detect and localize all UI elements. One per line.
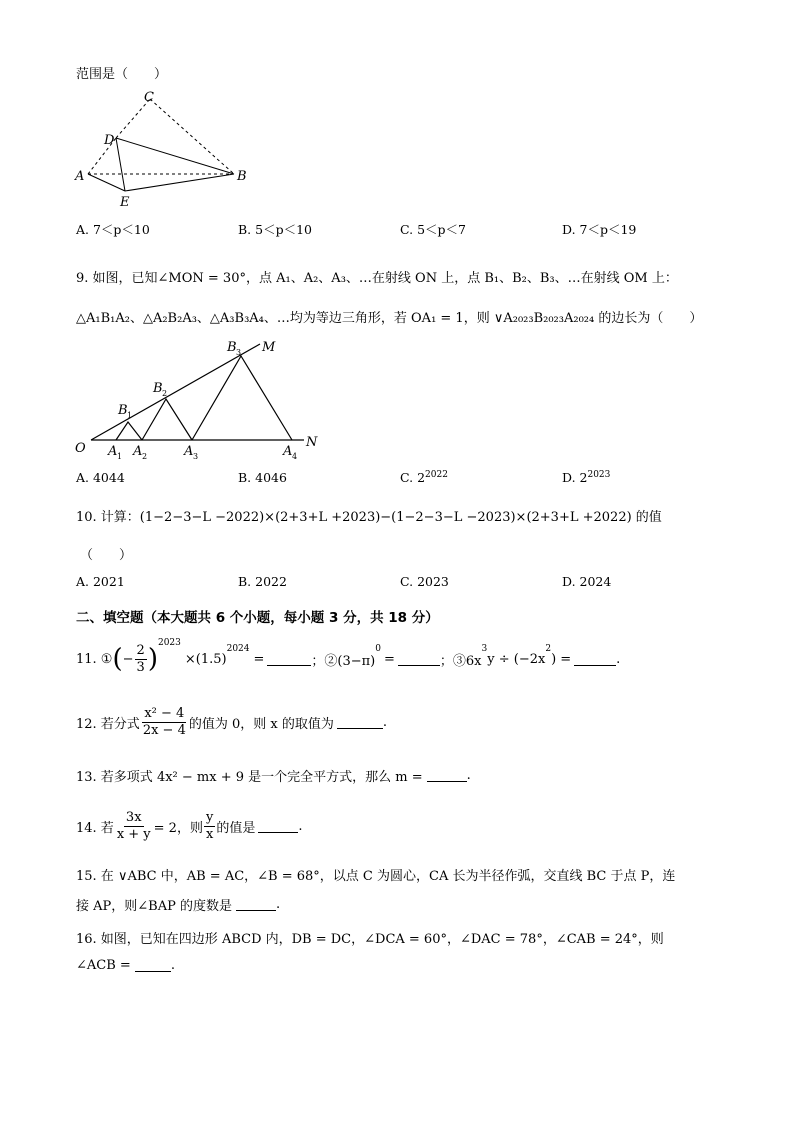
q15-line1: 15. 在 ∨ABC 中，AB = AC，∠B = 68°，以点 C 为圆心，CA 长为半径作弧，交直线 BC 于点 P，连: [76, 869, 676, 884]
q9-label-a2-sub: 2: [142, 452, 148, 461]
q13-end: .: [466, 768, 471, 783]
q15-line2: [76, 895, 280, 914]
q8-option-a: A. 7＜p＜10: [76, 222, 150, 237]
q11-part-c: y ÷ (−2x: [487, 651, 546, 667]
q15-end: .: [275, 897, 281, 912]
q12-frac-num: x² − 4: [144, 705, 185, 721]
q8-label-e: E: [120, 195, 130, 210]
q11-exp3: 0: [375, 644, 381, 654]
q9-label-o: O: [75, 441, 86, 456]
q11-num: 11. ①: [76, 651, 113, 667]
section-2-title: 二、填空题（本大题共 6 个小题，每小题 3 分，共 18 分）: [76, 610, 439, 626]
q12-pre: 12. 若分式: [76, 716, 140, 732]
q14-pre: 14. 若: [76, 820, 114, 836]
q16-line2-text: ∠ACB =: [76, 958, 131, 973]
q9-label-b1: B: [118, 403, 128, 418]
q14-mid: = 2，则: [153, 820, 203, 836]
q9-label-a4-sub: 4: [292, 452, 298, 461]
q14-blank[interactable]: [258, 820, 298, 833]
q11-blank-3[interactable]: [574, 653, 616, 666]
q9-label-n: N: [306, 435, 318, 450]
q9-option-a: A. 4044: [76, 470, 125, 485]
q8-line-de: [116, 138, 125, 191]
q16-line2: [76, 958, 175, 973]
q11: 11. ① ( − $\frac{2}{3}$ ) $^{2023}$ ×(1.5) $^{2024}$ = ；②(3−π) $^0$ = ；③6x $^3$ y ÷ (−2x $^2$ ) = .: [76, 638, 621, 675]
q9-label-b2: B: [153, 381, 163, 396]
q11-end: .: [616, 651, 621, 667]
q8-intro: 范围是（ ）: [76, 67, 168, 82]
q10-option-b: B. 2022: [238, 574, 287, 589]
q9-label-m: M: [262, 340, 276, 355]
q12-frac-den: 2x − 4: [142, 722, 186, 738]
q10-line2: （ ）: [80, 548, 133, 563]
q12: [76, 702, 387, 742]
q15-line2-text: 接 AP，则∠BAP 的度数是: [76, 899, 232, 914]
q11-exp5: 2: [545, 644, 552, 654]
q11-sep2: ；③6x: [439, 653, 482, 669]
q10-option-a: A. 2021: [76, 574, 125, 589]
q9-label-b3: B: [227, 340, 237, 355]
q9-option-b: B. 4046: [238, 470, 287, 485]
q9-line2: △A₁B₁A₂、△A₂B₂A₃、△A₃B₃A₄、…均为等边三角形，若 OA₁ = 1，则 ∨A₂₀₂₃B₂₀₂₃A₂₀₂₄ 的边长为（ ）: [76, 311, 703, 326]
q14-post: 的值是: [216, 820, 256, 836]
q10-option-d: D. 2024: [562, 574, 612, 589]
q8-figure: [70, 86, 260, 214]
q9-line1: 9. 如图，已知∠MON = 30°，点 A₁、A₂、A₃、…在射线 ON 上，点 B₁、B₂、B₃、…在射线 OM 上：: [76, 271, 678, 286]
q8-label-d: D: [104, 133, 115, 148]
q16-end: .: [170, 958, 175, 973]
q11-eq1: =: [253, 651, 265, 667]
q11-part-d: ) =: [551, 651, 572, 667]
q11-eq2: =: [384, 651, 395, 667]
q8-option-b: B. 5＜p＜10: [238, 222, 312, 237]
q11-exp1: 2023: [157, 638, 181, 648]
q9-option-d-exp: 2023: [587, 470, 611, 480]
q13: [76, 766, 471, 785]
q9-ray-om: [91, 344, 260, 440]
q9-label-a4: A: [283, 444, 293, 459]
q12-post: 的值为 0，则 x 的取值为: [188, 716, 334, 732]
q9-label-b2-sub: 2: [162, 389, 168, 398]
q9-option-d: [562, 470, 610, 485]
q13-text: 13. 若多项式 4x² − mx + 9 是一个完全平方式，那么 m =: [76, 770, 423, 785]
q9-label-a3-sub: 3: [193, 452, 199, 461]
q8-line-eb: [125, 174, 234, 191]
q11-paren-open: (: [112, 644, 123, 674]
q11-sep1: ；②(3−π): [311, 653, 376, 669]
q11-exp4: 3: [481, 644, 488, 654]
q9-label-b1-sub: 1: [127, 411, 133, 420]
q9-label-b3-sub: 3: [236, 348, 242, 357]
q11-fraction: [135, 643, 147, 676]
q8-label-c: C: [144, 90, 154, 105]
q8-line-ae: [88, 174, 125, 191]
q8-option-c: C. 5＜p＜7: [400, 222, 466, 237]
q8-label-a: A: [75, 169, 85, 184]
q12-fraction: [141, 706, 188, 739]
q9-option-c: [400, 470, 448, 485]
q9-triangle-1: [116, 422, 142, 440]
q14: [76, 806, 302, 846]
q10-option-c: C. 2023: [400, 574, 449, 589]
q13-blank[interactable]: [427, 769, 467, 782]
q14-fraction-2: [204, 810, 215, 843]
q8-line-cb: [150, 99, 234, 174]
q9-option-c-exp: 2022: [425, 470, 448, 480]
q11-part-a: ×(1.5): [184, 651, 227, 667]
q14-frac2-num: y: [205, 809, 214, 825]
q9-option-c-base: C. 2: [400, 470, 426, 486]
q11-paren-close: ): [147, 644, 158, 674]
q14-frac1-den: x + y: [116, 826, 151, 842]
q11-exp2: 2024: [226, 644, 250, 654]
q16-blank[interactable]: [135, 959, 171, 972]
q9-label-a2: A: [133, 444, 143, 459]
q8-line-db: [116, 138, 234, 174]
q14-end: .: [298, 818, 303, 834]
q14-frac2-den: x: [205, 826, 214, 842]
q11-blank-1[interactable]: [267, 653, 311, 666]
q9-figure: [70, 334, 340, 464]
q11-blank-2[interactable]: [398, 653, 440, 666]
q9-label-a1: A: [108, 444, 118, 459]
q12-blank[interactable]: [337, 716, 383, 729]
q11-frac-den: 3: [136, 659, 145, 675]
q14-frac1-num: 3x: [125, 809, 142, 825]
q16-line1: 16. 如图，已知在四边形 ABCD 内，DB = DC，∠DCA = 60°，∠DAC = 78°，∠CAB = 24°，则: [76, 932, 664, 947]
q9-label-a1-sub: 1: [117, 452, 123, 461]
q9-triangle-2: [142, 399, 192, 440]
q15-blank[interactable]: [236, 898, 276, 911]
q9-label-a3: A: [184, 444, 194, 459]
q8-label-b: B: [237, 169, 247, 184]
q9-triangle-3: [192, 356, 292, 440]
q12-end: .: [382, 714, 387, 730]
q8-option-d: D. 7＜p＜19: [562, 222, 637, 237]
q10-line1: 10. 计算：(1−2−3−L −2022)×(2+3+L +2023)−(1−2−3−L −2023)×(2+3+L +2022) 的值: [76, 510, 662, 525]
q14-fraction-1: [115, 810, 153, 843]
q11-frac-num: 2: [136, 642, 145, 658]
q9-option-d-base: D. 2: [562, 470, 588, 486]
